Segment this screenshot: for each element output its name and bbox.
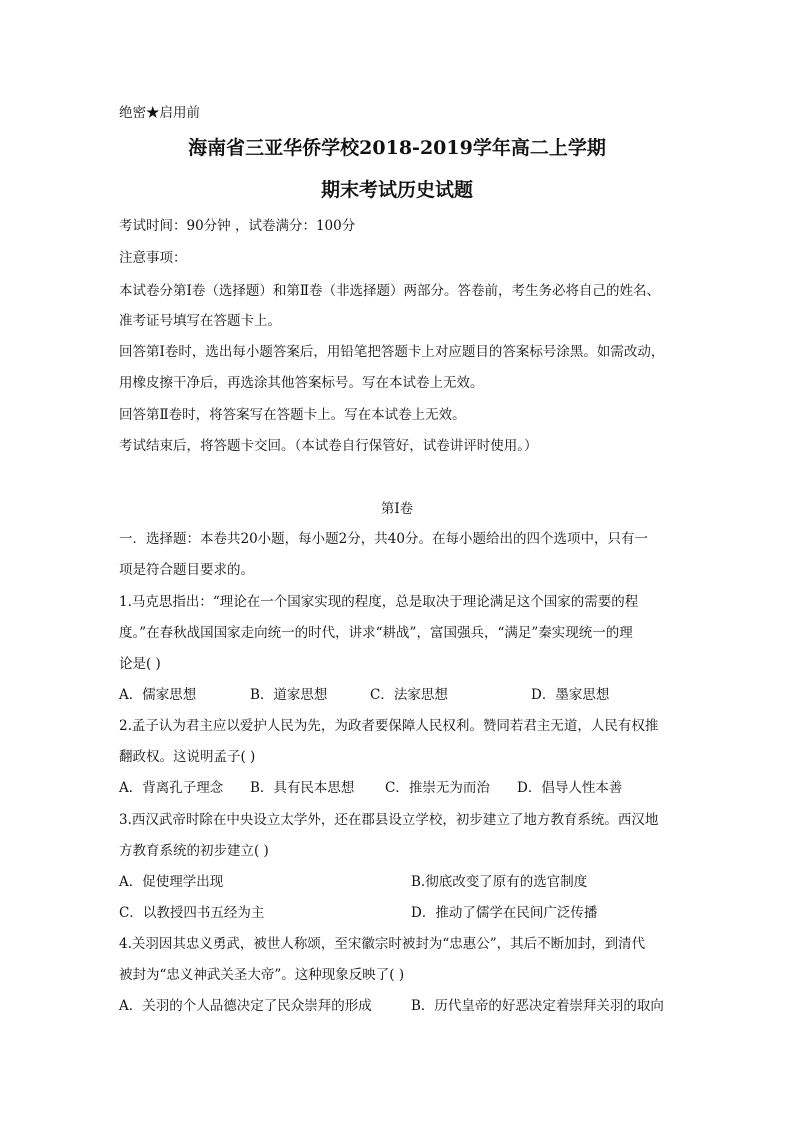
section-intro-line: 项是符合题目要求的。 [119, 562, 254, 578]
question-3-stem: 方教育系统的初步建立( ) [119, 843, 269, 859]
option-d: D．墨家思想 [531, 687, 610, 703]
notice-line: 本试卷分第Ⅰ卷（选择题）和第Ⅱ卷（非选择题）两部分。答卷前，考生务必将自己的姓名、 [119, 283, 661, 299]
option-a: A．背离孔子理念 [119, 780, 224, 796]
option-b: B．历代皇帝的好恶决定着崇拜关羽的取向 [411, 998, 664, 1014]
question-2-stem: 翻政权。这说明孟子( ) [119, 749, 256, 765]
option-a: A．儒家思想 [119, 687, 197, 703]
question-4-stem: 被封为“忠义神武关圣大帝”。这种现象反映了( ) [119, 967, 405, 983]
question-3-stem: 3.西汉武帝时除在中央设立太学外，还在郡县设立学校，初步建立了地方教育系统。西汉地 [119, 812, 659, 828]
exam-title-line2: 期末考试历史试题 [320, 179, 473, 201]
exam-title-line1: 海南省三亚华侨学校2018-2019学年高二上学期 [188, 137, 606, 159]
confidential-label: 绝密★启用前 [119, 105, 200, 121]
notice-line: 回答第Ⅱ卷时，将答案写在答题卡上。写在本试卷上无效。 [119, 407, 466, 423]
option-d: D．推动了儒学在民间广泛传播 [411, 905, 598, 921]
option-b: B．具有民本思想 [250, 780, 355, 796]
question-3-options-row2 [119, 904, 689, 922]
option-a: A．促使理学出现 [119, 874, 224, 890]
question-1-stem: 论是( ) [119, 656, 161, 672]
option-d: D．倡导人性本善 [517, 780, 623, 796]
notice-line: 回答第Ⅰ卷时，选出每小题答案后，用铅笔把答题卡上对应题目的答案标号涂黑。如需改动， [119, 344, 665, 360]
volume-heading: 第Ⅰ卷 [380, 501, 414, 517]
notice-line: 用橡皮擦干净后，再选涂其他答案标号。写在本试卷上无效。 [119, 375, 484, 391]
question-4-options-row1 [119, 997, 689, 1015]
option-c: C．以教授四书五经为主 [119, 905, 265, 921]
question-4-stem: 4.关羽因其忠义勇武，被世人称颂，至宋徽宗时被封为“忠惠公”，其后不断加封，到清代 [119, 936, 646, 952]
question-3-options-row1 [119, 873, 689, 891]
question-1-options [119, 686, 689, 704]
question-1-stem: 1.马克思指出：“理论在一个国家实现的程度，总是取决于理论满足这个国家的需要的程 [119, 594, 639, 610]
question-2-stem: 2.孟子认为君主应以爱护人民为先，为政者要保障人民权利。赞同若君主无道，人民有权推 [119, 718, 659, 734]
option-b: B．道家思想 [250, 687, 328, 703]
exam-info: 考试时间：90分钟 ，试卷满分：100分 [119, 218, 356, 234]
option-c: C．推崇无为而治 [385, 780, 490, 796]
notice-line: 准考证号填写在答题卡上。 [119, 313, 281, 329]
option-a: A．关羽的个人品德决定了民众崇拜的形成 [119, 998, 372, 1014]
notice-heading: 注意事项： [119, 250, 187, 266]
question-2-options [119, 779, 689, 797]
question-1-stem: 度。”在春秋战国国家走向统一的时代，讲求“耕战”，富国强兵，“满足”秦实现统一的理 [119, 625, 633, 641]
option-b: B.彻底改变了原有的选官制度 [411, 874, 588, 890]
notice-line: 考试结束后，将答题卡交回。（本试卷自行保管好，试卷讲评时使用。） [119, 438, 538, 454]
option-c: C．法家思想 [370, 687, 448, 703]
section-intro-line: 一．选择题：本卷共20小题，每小题2分，共40分。在每小题给出的四个选项中，只有一 [119, 531, 648, 547]
